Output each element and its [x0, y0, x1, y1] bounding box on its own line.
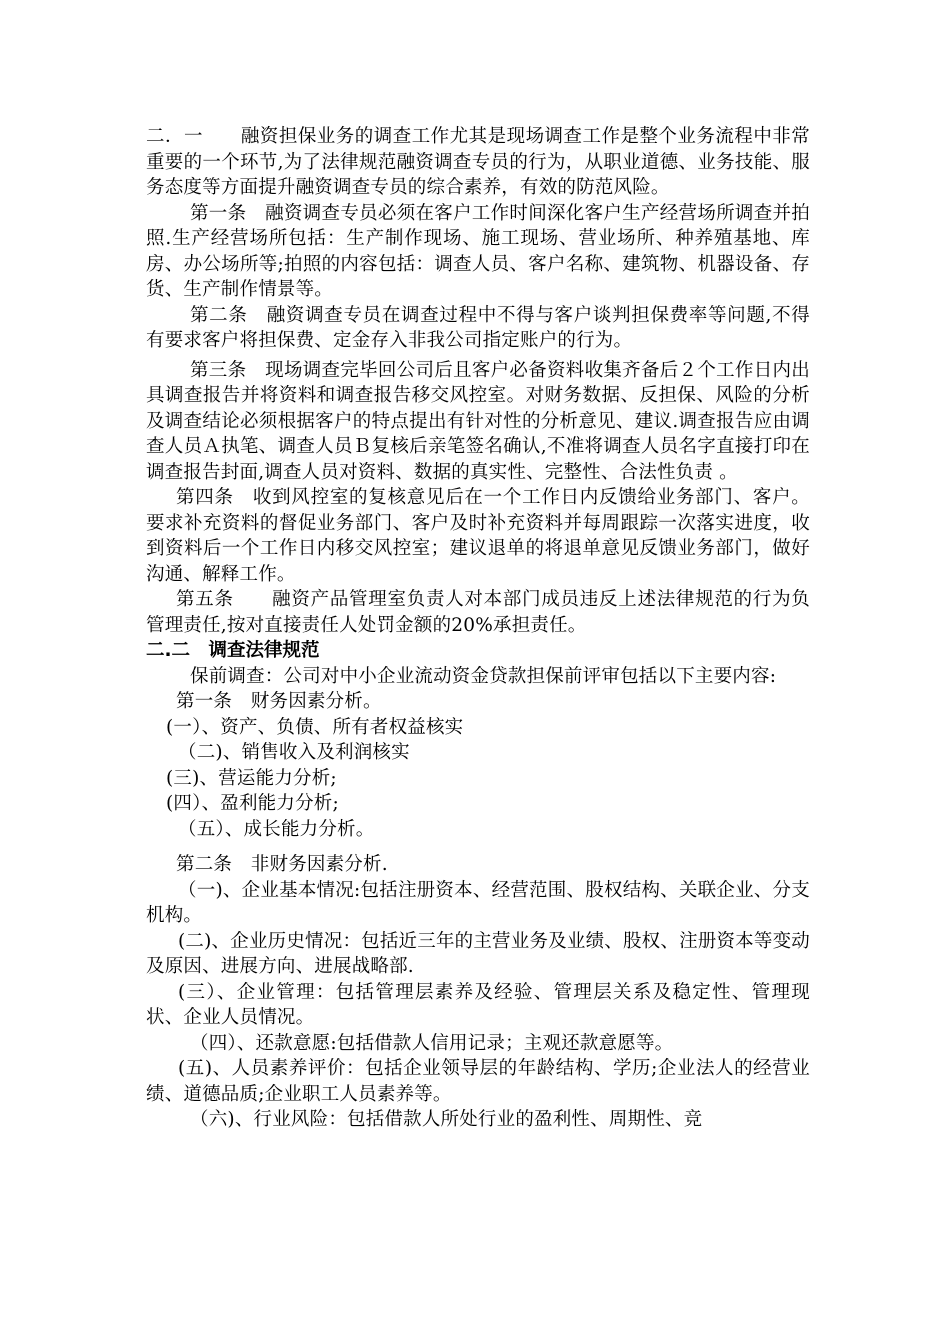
- article-2-paragraph: 第二条 融资调查专员在调查过程中不得与客户谈判担保费率等问题,不得有要求客户将担保费、定金存入非我公司指定账户的行为。: [146, 304, 810, 351]
- article-3-paragraph: 第三条 现场调查完毕回公司后且客户必备资料收集齐备后２个工作日内出具调查报告并将资料和调查报告移交风控室。对财务数据、反担保、风险的分析及调查结论必须根据客户的特点提出有针对性的分析意见、建议.调查报告应由调查人员Ａ执笔、调查人员Ｂ复核后亲笔签名确认,不准将调查人员名字直接打印在调查报告封面,调查人员对资料、数据的真实性、完整性、合法性负责 。: [146, 359, 810, 483]
- financial-item-1: (一）、资产、负债、所有者权益核实: [166, 716, 464, 738]
- non-financial-item-6: （六)、行业风险：包括借款人所处行业的盈利性、周期性、竞: [190, 1109, 703, 1130]
- section-heading: 二.二 调查法律规范: [146, 640, 320, 661]
- financial-item-3: (三)、营运能力分析;: [166, 767, 337, 789]
- financial-item-2: （二)、销售收入及利润核实: [178, 742, 410, 763]
- financial-item-5: （五）、成长能力分析。: [178, 818, 375, 840]
- financial-item-4: (四）、盈利能力分析;: [166, 793, 339, 814]
- non-financial-item-4: （四）、还款意愿:包括借款人信用记录；主观还款意愿等。: [190, 1032, 674, 1054]
- non-financial-item-5: (五)、人员素养评价：包括企业领导层的年龄结构、学历;企业法人的经营业绩、道德品质;企业职工人员素养等。: [146, 1058, 810, 1105]
- document-body: [146, 124, 810, 1133]
- non-financial-analysis-title: 第二条 非财务因素分析.: [176, 854, 388, 875]
- article-4-paragraph: 第四条 收到风控室的复核意见后在一个工作日内反馈给业务部门、客户。要求补充资料的督促业务部门、客户及时补充资料并每周跟踪一次落实进度，收到资料后一个工作日内移交风控室；建议退单的将退单意见反馈业务部门，做好沟通、解释工作。: [146, 487, 810, 585]
- non-financial-item-2: (二)、企业历史情况：包括近三年的主营业务及业绩、股权、注册资本等变动及原因、进展方向、进展战略部.: [146, 930, 810, 977]
- financial-analysis-title: 第一条 财务因素分析。: [176, 691, 382, 712]
- pre-guarantee-intro: 保前调查：公司对中小企业流动资金贷款担保前评审包括以下主要内容:: [190, 665, 777, 687]
- intro-paragraph: 二．一 融资担保业务的调查工作尤其是现场调查工作是整个业务流程中非常重要的一个环节,为了法律规范融资调查专员的行为，从职业道德、业务技能、服务态度等方面提升融资调查专员的综合素养，有效的防范风险。: [146, 126, 810, 198]
- non-financial-item-1: （一)、企业基本情况:包括注册资本、经营范围、股权结构、关联企业、分支机构。: [146, 879, 810, 926]
- non-financial-item-3: (三）、企业管理：包括管理层素养及经验、管理层关系及稳定性、管理现状、企业人员情况。: [146, 981, 810, 1028]
- article-5-paragraph: 第五条 融资产品管理室负责人对本部门成员违反上述法律规范的行为负管理责任,按对直接责任人处罚金额的20%承担责任。: [146, 589, 810, 636]
- article-1-paragraph: 第一条 融资调查专员必须在客户工作时间深化客户生产经营场所调查并拍照.生产经营场所包括：生产制作现场、施工现场、营业场所、种养殖基地、库房、办公场所等;拍照的内容包括：调查人员、客户名称、建筑物、机器设备、存货、生产制作情景等。: [146, 202, 810, 300]
